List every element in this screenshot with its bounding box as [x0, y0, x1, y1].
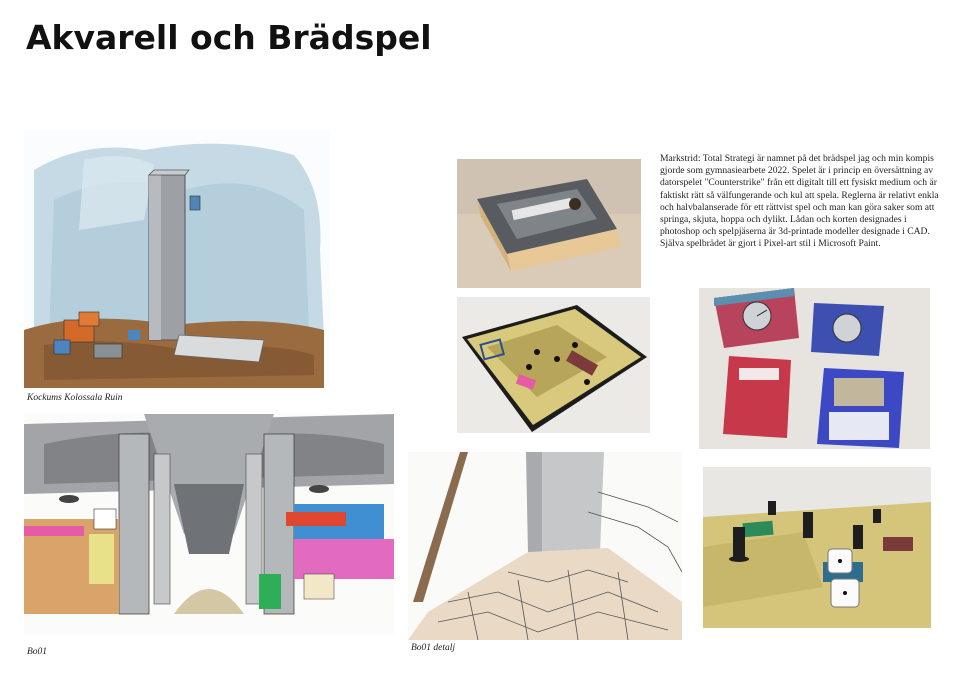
boardgame-cards-photo [699, 288, 930, 449]
watercolor-tower-image [24, 130, 330, 388]
caption-watercolor-2: Bo01 [27, 647, 48, 657]
boardgame-board-photo [457, 297, 650, 433]
boardgame-pieces-photo [703, 467, 931, 628]
page-title: Akvarell och Brädspel [26, 18, 432, 57]
caption-watercolor-3: Bo01 detalj [411, 643, 456, 653]
watercolor-column-image [408, 452, 682, 640]
watercolor-passage-image [24, 414, 394, 634]
boardgame-box-photo [457, 159, 641, 288]
boardgame-description: Markstrid: Total Strategi är namnet på det brädspel jag och min kompis gjorde som gymnasiearbete 2022. Spelet är i princip en översättning av datorspelet "Counterstrike" från ett digitalt till ett fysiskt medium och är faktiskt rätt så välfungerande och kul att spela. Reglerna är relativt enkla och halvbalanserade för ett rättvist spel och man kan göra saker som att springa, skjuta, hoppa och dylikt. Lådan och korten designades i photoshop och spelpjäserna är 3d-printade modeller designade i CAD. Själva spelbrädet är gjort i Pixel-art stil i Microsoft Paint. [660, 153, 939, 250]
caption-watercolor-1: Kockums Kolossala Ruin [27, 393, 123, 403]
